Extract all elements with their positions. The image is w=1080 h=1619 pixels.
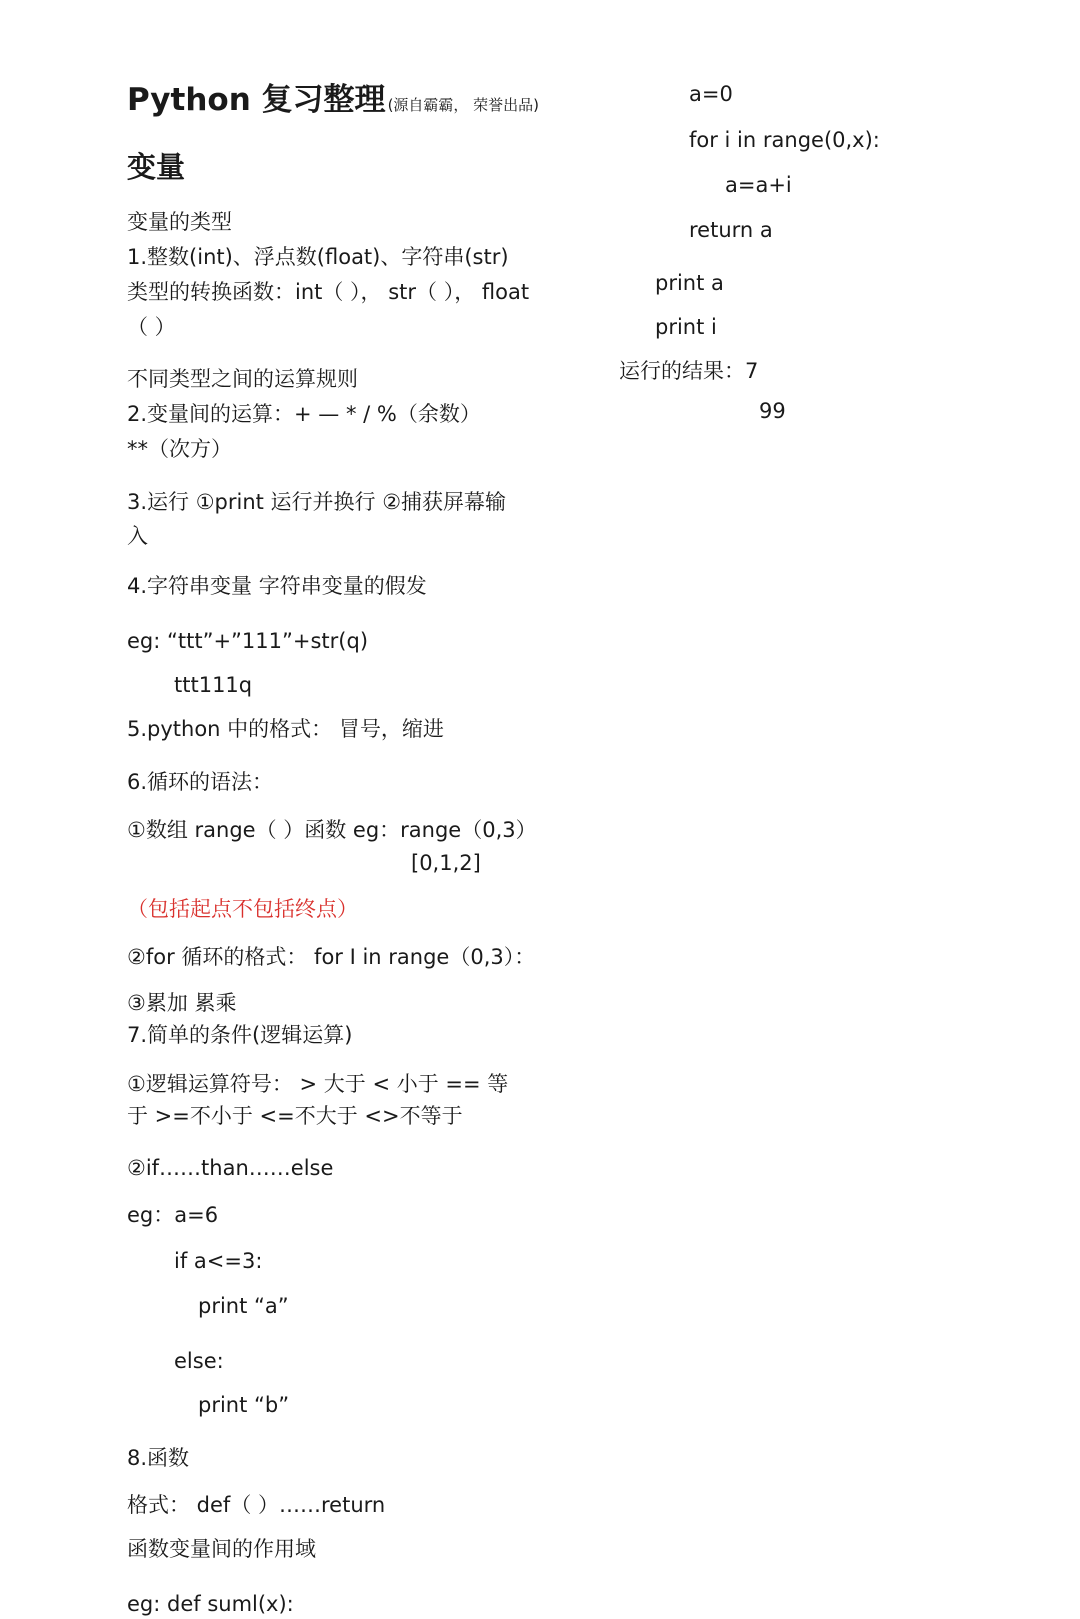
text-line: ②for 循环的格式： for I in range（0,3）： <box>127 945 536 969</box>
section-heading-variables: 变量 <box>127 150 186 184</box>
text-line: 5.python 中的格式： 冒号，缩进 <box>127 717 444 741</box>
text-line: 1.整数(int)、浮点数(float)、字符串(str) <box>127 245 509 269</box>
text-line: 入 <box>127 524 148 548</box>
text-line: eg: “ttt”+”111”+str(q) <box>127 629 369 653</box>
text-line: 不同类型之间的运算规则 <box>127 367 358 391</box>
code-line: for i in range(0,x): <box>689 128 880 152</box>
page-title-text: Python 复习整理 <box>127 82 386 118</box>
code-line: print a <box>655 271 724 295</box>
text-line: 函数变量间的作用域 <box>127 1537 316 1561</box>
result-line: 运行的结果：7 <box>619 359 759 383</box>
text-line: eg：a=6 <box>127 1203 219 1227</box>
text-line: if a<=3: <box>174 1249 263 1273</box>
code-line: a=a+i <box>725 173 792 197</box>
text-line: ③累加 累乘 <box>127 991 237 1015</box>
code-line: print i <box>655 315 717 339</box>
text-line: else: <box>174 1349 224 1373</box>
text-line: print “b” <box>198 1393 290 1417</box>
text-line: 3.运行 ①print 运行并换行 ②捕获屏幕输 <box>127 490 507 514</box>
text-line: ②if……than……else <box>127 1156 334 1180</box>
text-line: 4.字符串变量 字符串变量的假发 <box>127 574 427 598</box>
text-line: [0,1,2] <box>411 851 481 875</box>
result-line: 99 <box>759 399 786 423</box>
text-line: print “a” <box>198 1294 289 1318</box>
text-line: **（次方） <box>127 437 232 461</box>
text-line: ①数组 range（ ）函数 eg：range（0,3） <box>127 818 537 842</box>
code-line: a=0 <box>689 82 733 106</box>
text-line: 2.变量间的运算：+ — * / %（余数） <box>127 402 481 426</box>
page-title-note: (源自霸霸， 荣誉出品) <box>387 96 540 114</box>
text-line: （ ） <box>127 315 176 339</box>
code-line: return a <box>689 218 773 242</box>
page-title <box>127 78 539 127</box>
text-line: 变量的类型 <box>127 210 232 234</box>
text-line: 6.循环的语法： <box>127 770 274 794</box>
text-line: 于 >=不小于 <=不大于 <>不等于 <box>127 1104 463 1128</box>
text-line: 7.简单的条件(逻辑运算) <box>127 1023 353 1047</box>
text-line: 8.函数 <box>127 1446 190 1470</box>
text-line: eg: def suml(x): <box>127 1592 294 1616</box>
text-line: ①逻辑运算符号： > 大于 < 小于 == 等 <box>127 1072 509 1096</box>
text-line: 格式： def（ ）……return <box>127 1493 386 1517</box>
text-line: ttt111q <box>174 673 253 697</box>
text-line: 类型的转换函数：int（ ）， str（ ）， float <box>127 280 530 304</box>
note-red: （包括起点不包括终点） <box>127 897 358 921</box>
